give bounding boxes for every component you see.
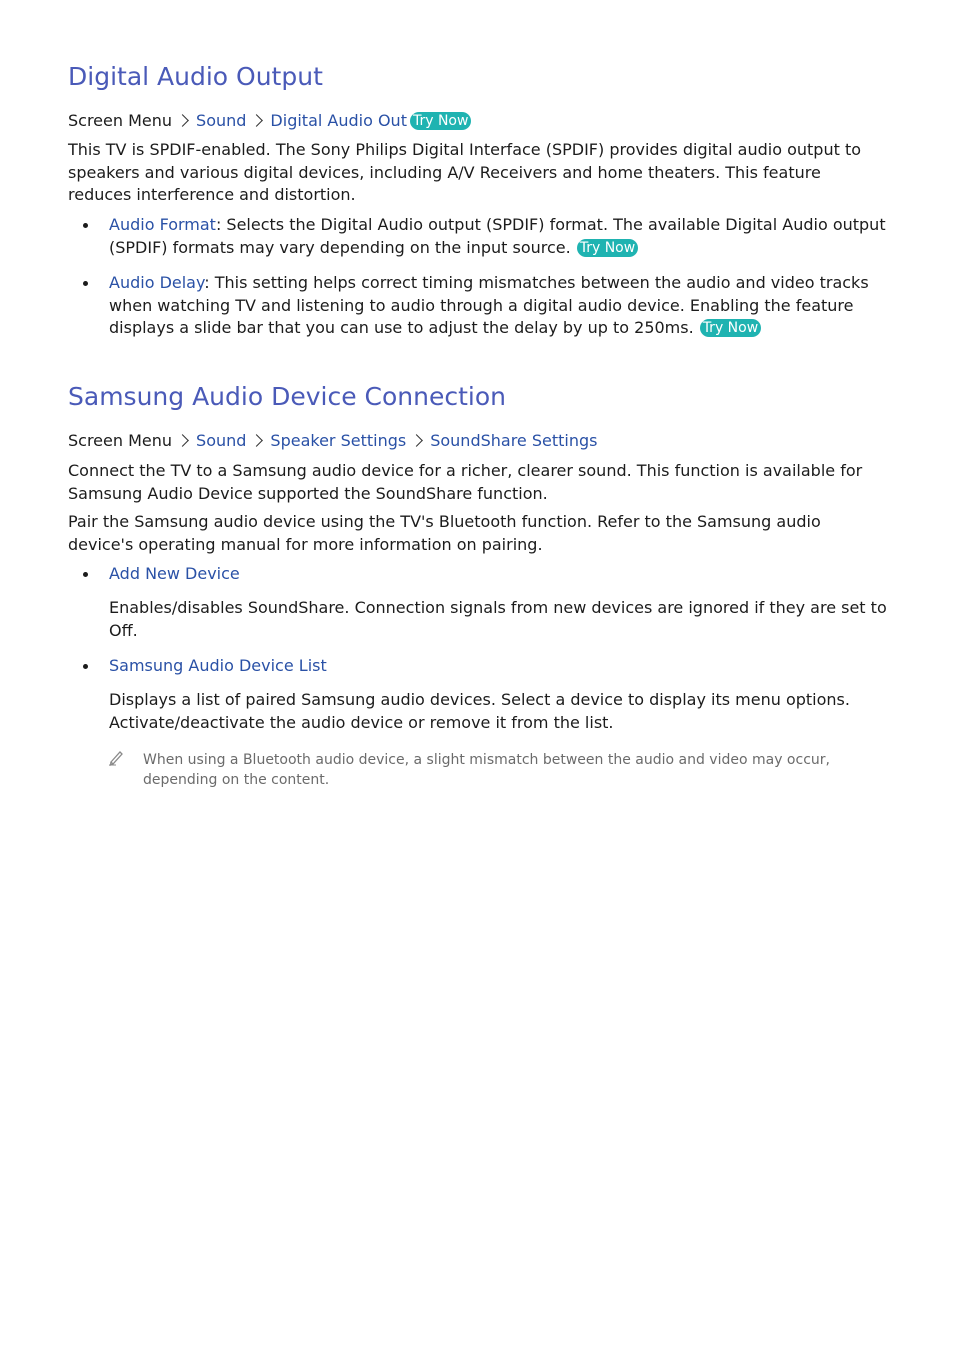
chevron-right-icon [410,434,423,447]
list-item-samsung-audio-device-list [109,655,889,678]
breadcrumb-speaker-settings[interactable]: Speaker Settings [270,431,407,450]
samsung-audio-device-list-description: Displays a list of paired Samsung audio devices. Select a device to display its menu options. Activate/deactivate the audio device or remove it from the list. [109,690,850,732]
bullet-icon [83,223,88,228]
breadcrumb-sound[interactable]: Sound [196,111,247,130]
pencil-icon [108,748,126,766]
bullet-icon [83,664,88,669]
chevron-right-icon [176,114,189,127]
audio-delay-text: : This setting helps correct timing mismatches between the audio and video tracks when watching TV and listening to audio through a digital audio device. Enabling the feature displays a slide bar that you can use to adjust the delay by up to 250ms. [109,273,869,337]
bullet-icon [83,281,88,286]
breadcrumb-digital-audio-out[interactable]: Digital Audio Out [270,111,407,130]
add-new-device-label[interactable]: Add New Device [109,564,240,583]
chevron-right-icon [251,114,264,127]
list-item-audio-format [109,214,889,259]
try-now-button[interactable]: Try Now [410,112,471,130]
section-title-samsung-audio-device-connection: Samsung Audio Device Connection [68,382,506,411]
note-text: When using a Bluetooth audio device, a slight mismatch between the audio and video may occur, depending on the content. [143,752,830,788]
section-title-digital-audio-output: Digital Audio Output [68,62,323,91]
breadcrumb [68,430,597,452]
add-new-device-description: Enables/disables SoundShare. Connection signals from new devices are ignored if they are set to Off. [109,598,887,640]
list-item-add-new-device [109,563,889,586]
paragraph-connect: Connect the TV to a Samsung audio device for a richer, clearer sound. This function is available for Samsung Audio Device supported the SoundShare function. [68,461,863,503]
paragraph-pair: Pair the Samsung audio device using the TV's Bluetooth function. Refer to the Samsung audio device's operating manual for more information on pairing. [68,512,821,554]
breadcrumb [68,110,471,132]
audio-delay-label[interactable]: Audio Delay [109,273,205,292]
samsung-audio-device-list-label[interactable]: Samsung Audio Device List [109,656,327,675]
chevron-right-icon [176,434,189,447]
breadcrumb-sound[interactable]: Sound [196,431,247,450]
breadcrumb-soundshare-settings[interactable]: SoundShare Settings [430,431,598,450]
breadcrumb-root: Screen Menu [68,431,173,450]
audio-format-text: : Selects the Digital Audio output (SPDIF) format. The available Digital Audio output (SPDIF) formats may vary depending on the input source. [109,215,886,257]
list-item-audio-delay [109,272,889,340]
try-now-button[interactable]: Try Now [700,319,761,337]
bullet-icon [83,572,88,577]
chevron-right-icon [251,434,264,447]
try-now-button[interactable]: Try Now [577,239,638,257]
breadcrumb-root: Screen Menu [68,111,173,130]
audio-format-label[interactable]: Audio Format [109,215,216,234]
intro-paragraph: This TV is SPDIF-enabled. The Sony Philips Digital Interface (SPDIF) provides digital audio output to speakers and various digital devices, including A/V Receivers and home theaters. This feature reduces interference and distortion. [68,140,861,204]
